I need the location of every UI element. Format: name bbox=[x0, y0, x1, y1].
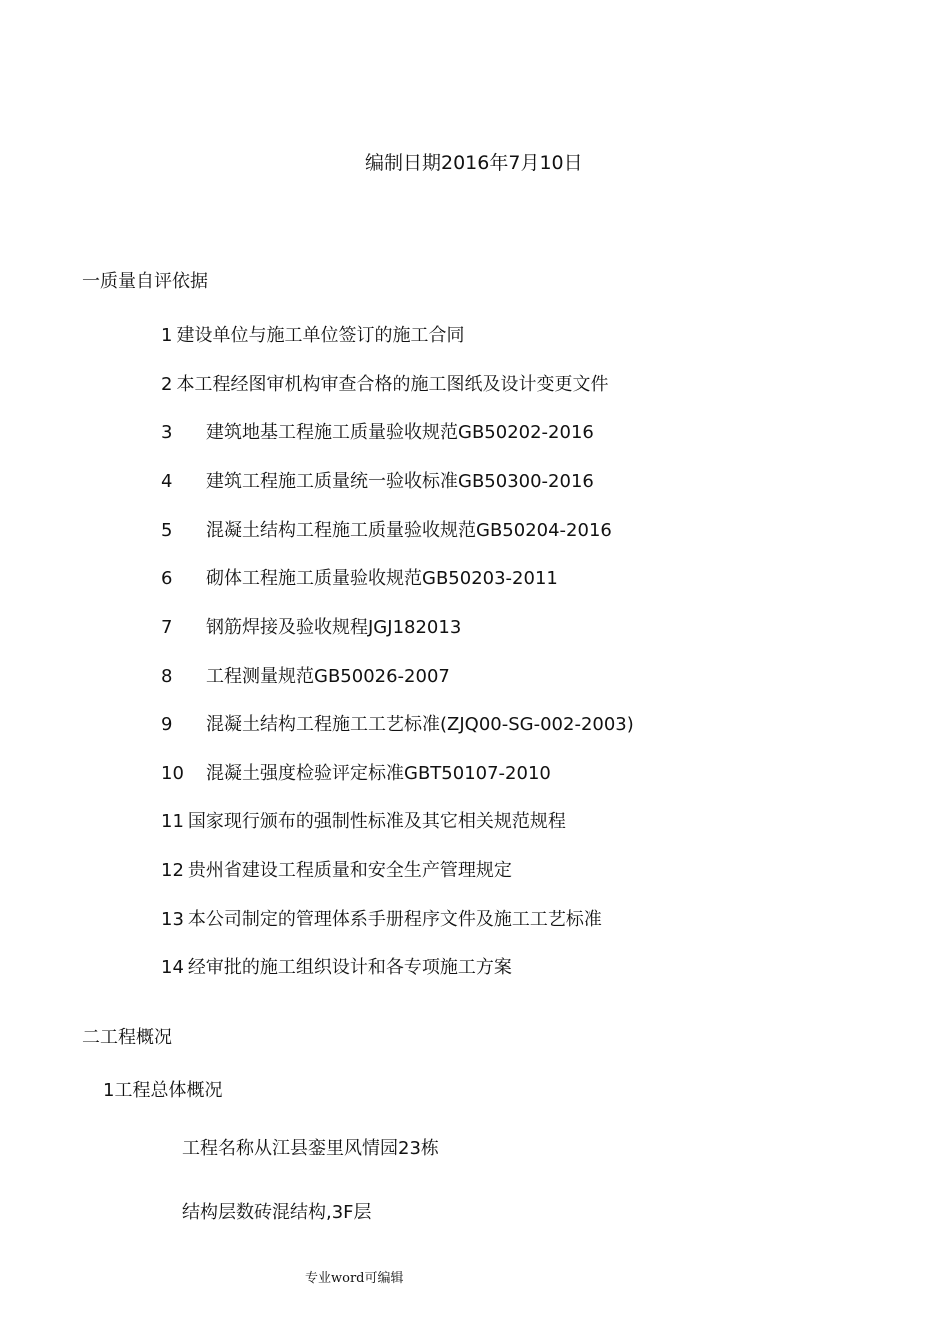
item-number: 14 bbox=[161, 957, 184, 978]
list-item bbox=[161, 662, 450, 688]
item-number: 8 bbox=[161, 666, 173, 687]
list-item bbox=[161, 856, 512, 882]
sub-heading-general-overview: 1工程总体概况 bbox=[103, 1080, 223, 1101]
list-item bbox=[161, 516, 612, 542]
item-number: 5 bbox=[161, 520, 173, 541]
list-item bbox=[161, 467, 594, 493]
item-number: 13 bbox=[161, 909, 184, 930]
list-item bbox=[161, 905, 602, 931]
item-text: 经审批的施工组织设计和各专项施工方案 bbox=[187, 957, 512, 978]
item-text: 建筑工程施工质量统一验收标准GB50300-2016 bbox=[206, 471, 594, 492]
compile-date: 编制日期2016年7月10日 bbox=[365, 152, 583, 174]
section-heading-quality-basis: 一质量自评依据 bbox=[82, 271, 208, 292]
list-item bbox=[161, 321, 464, 347]
item-text: 贵州省建设工程质量和安全生产管理规定 bbox=[187, 860, 512, 881]
item-number: 3 bbox=[161, 422, 173, 443]
item-text: 钢筋焊接及验收规程JGJ182013 bbox=[206, 617, 462, 638]
item-text: 砌体工程施工质量验收规范GB50203-2011 bbox=[206, 568, 558, 589]
list-item bbox=[161, 759, 551, 785]
item-text: 国家现行颁布的强制性标准及其它相关规范规程 bbox=[187, 811, 566, 832]
section-heading-project-overview: 二工程概况 bbox=[82, 1027, 172, 1048]
item-number: 6 bbox=[161, 568, 173, 589]
list-item bbox=[161, 564, 558, 590]
list-item bbox=[161, 370, 608, 396]
item-text: 混凝土强度检验评定标准GBT50107-2010 bbox=[206, 763, 551, 784]
item-text: 本工程经图审机构审查合格的施工图纸及设计变更文件 bbox=[176, 374, 609, 395]
list-item bbox=[161, 710, 634, 736]
item-number: 4 bbox=[161, 471, 173, 492]
item-text: 建筑地基工程施工质量验收规范GB50202-2016 bbox=[206, 422, 594, 443]
project-name-line: 工程名称从江县銮里风情园23栋 bbox=[182, 1138, 439, 1159]
structure-line: 结构层数砖混结构,3F层 bbox=[182, 1202, 372, 1223]
item-number: 1 bbox=[161, 325, 173, 346]
list-item bbox=[161, 613, 461, 639]
footer-note: 专业word可编辑 bbox=[305, 1271, 404, 1286]
item-number: 10 bbox=[161, 763, 184, 784]
item-number: 12 bbox=[161, 860, 184, 881]
item-text: 混凝土结构工程施工质量验收规范GB50204-2016 bbox=[206, 520, 612, 541]
item-number: 7 bbox=[161, 617, 173, 638]
item-number: 11 bbox=[161, 811, 184, 832]
item-text: 建设单位与施工单位签订的施工合同 bbox=[176, 325, 465, 346]
item-text: 工程测量规范GB50026-2007 bbox=[206, 666, 450, 687]
item-text: 本公司制定的管理体系手册程序文件及施工工艺标准 bbox=[187, 909, 602, 930]
item-number: 9 bbox=[161, 714, 173, 735]
item-number: 2 bbox=[161, 374, 173, 395]
list-item bbox=[161, 418, 594, 444]
list-item bbox=[161, 953, 512, 979]
item-text: 混凝土结构工程施工工艺标准(ZJQ00-SG-002-2003) bbox=[206, 714, 634, 735]
list-item bbox=[161, 807, 566, 833]
